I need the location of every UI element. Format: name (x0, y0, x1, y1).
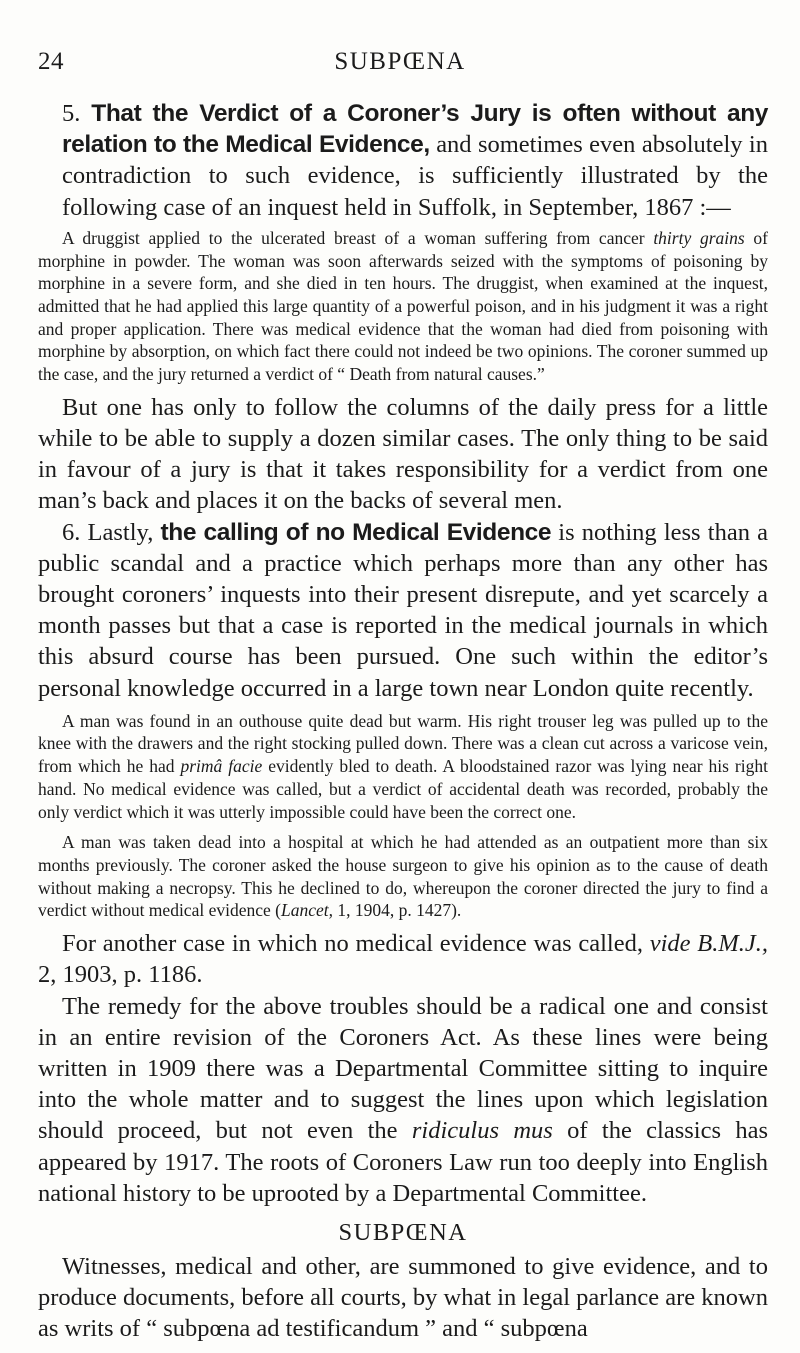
remedy-italic: ridiculus mus (411, 1117, 553, 1145)
case-outhouse: A man was found in an outhouse quite dead but warm. His right trouser leg was pulled up to the knee with the drawers and the right stocking pulled down. There was a clean cut across a varicose vein, from which he had primâ facie evidently bled to death. A bloodstained razor was lying near his right hand. No medical evidence was called, but a verdict of accidental death was recorded, probably the only verdict which it was utterly impossible could have been the correct one. (38, 710, 768, 822)
paragraph-6-number: 6. Lastly, (62, 518, 161, 546)
citation-bmj: vide B.M.J., (649, 930, 768, 958)
paragraph-daily-press: But one has only to follow the columns of the daily press for a little while to be able to supply a dozen similar cases. The only thing to be said in favour of a jury is that it takes responsibility for a verdict from one man’s back and places it on the backs of several men. (38, 393, 768, 515)
paragraph-another-case: For another case in which no medical evidence was called, vide B.M.J., 2, 1903, p. 1186. (38, 930, 768, 989)
page-header (38, 48, 762, 84)
page-content (38, 98, 768, 1345)
paragraph-6-text: is nothing less than a public scandal and a practice which perhaps more than any other has brought coroners’ inquests into their present disrepute, and yet scarcely a month passes but that a case is reported in the medical journals in which this absurd course has been pursued. One such within the editor’s personal knowledge occurred in a large town near London quite recently. (38, 518, 769, 702)
running-head: SUBPŒNA (334, 48, 466, 75)
paragraph-remedy: The remedy for the above troubles should be a radical one and consist in an entire revision of the Coroners Act. As these lines were being written in 1909 there was a Departmental Committee sitting to inquire into the whole matter and to suggest the lines upon which legislation should proceed, but not even the ridiculus mus of the classics has appeared by 1917. The roots of Coroners Law run too deeply into English national history to be uprooted by a Departmental Committee. (38, 992, 769, 1207)
case-outhouse-italic: primâ facie (180, 756, 263, 777)
paragraph-5 (38, 98, 768, 223)
paragraph-5-heading: That the Verdict of a Coroner’s Jury is often without any relation to the Medical Evidence, (62, 100, 768, 159)
case-hospital: A man was taken dead into a hospital at which he had attended as an outpatient more than six months previously. The coroner asked the house surgeon to give his opinion as to the cause of death without making a necropsy. This he declined to do, whereupon the coroner directed the jury to find a verdict without medical evidence (Lancet, 1, 1904, p. 1427). (38, 832, 768, 921)
paragraph-6-heading: the calling of no Medical Evidence (160, 518, 552, 546)
paragraph-5-text: and sometimes even absolutely in contradiction to such evidence, is sufficiently illustrated by the following case of an inquest held in Suffolk, in September, 1867 :— (62, 131, 768, 221)
case-suffolk-italic: thirty grains (653, 227, 745, 248)
section-heading-subpoena: SUBPŒNA (338, 1218, 468, 1246)
paragraph-6 (38, 517, 768, 704)
paragraph-5-number: 5. (62, 100, 92, 127)
case-hospital-italic: Lancet, (280, 900, 333, 921)
case-suffolk-inquest: A druggist applied to the ulcerated breast of a woman suffering from cancer thirty grains of morphine in powder. The woman was soon afterwards seized with the symptoms of poisoning by morphine in a severe form, and she died in ten hours. The druggist, when examined at the inquest, admitted that he had applied this large quantity of a powerful poison, and in his judgment it was a right and proper application. There was medical evidence that the woman had died from poisoning with morphine by absorption, on which fact there could not indeed be two opinions. The coroner summed up the case, and the jury returned a verdict of “ Death from natural causes.” (38, 227, 769, 385)
page-number: 24 (38, 48, 64, 75)
paragraph-subpoena: Witnesses, medical and other, are summoned to give evidence, and to produce documents, before all courts, by what in legal parlance are known as writs of “ subpœna ad testificandum ” and “ subpœna (38, 1252, 768, 1343)
